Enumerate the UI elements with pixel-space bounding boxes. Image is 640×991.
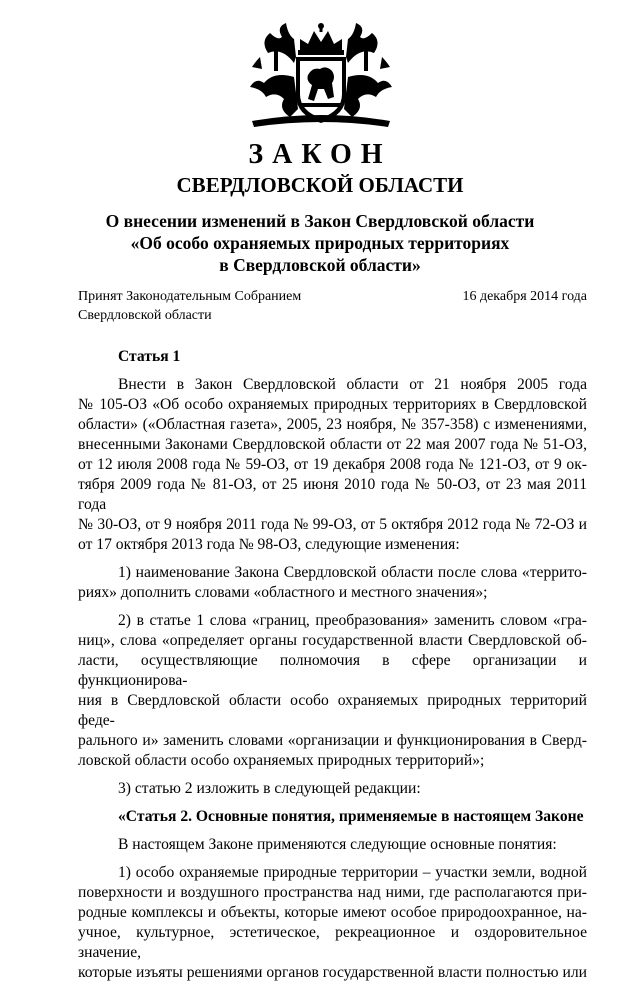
text-line: учное, культурное, эстетическое, рекреационное и оздоровительное значение, bbox=[78, 924, 587, 961]
text-line: поверхности и воздушного пространства над ними, где располагаются при- bbox=[78, 884, 587, 901]
text-line: области» («Областная газета», 2005, 23 ноября, № 357-358) с изменениями, bbox=[78, 416, 587, 433]
law-title: ЗАКОН bbox=[248, 139, 392, 170]
text-line: ния в Свердловской области особо охраняемых природных территорий феде- bbox=[78, 692, 587, 729]
adoption-body bbox=[78, 287, 338, 325]
text-line: от 12 июля 2008 года № 59-ОЗ, от 19 декабря 2008 года № 121-ОЗ, от 9 ок- bbox=[78, 456, 587, 473]
subject-line: в Свердловской области» bbox=[219, 255, 421, 275]
text-line: 1) наименование Закона Свердловской области после слова «террито- bbox=[118, 564, 587, 581]
article1-intro bbox=[78, 375, 587, 555]
text-line: которые изъяты решениями органов государственной власти полностью или bbox=[78, 964, 587, 981]
text-line: № 105-ОЗ «Об особо охраняемых природных территориях в Свердловской bbox=[78, 396, 587, 413]
adoption-line: Принят Законодательным Собранием bbox=[78, 289, 302, 304]
text-line: тября 2009 года № 81-ОЗ, от 25 июня 2010 года № 50-ОЗ, от 23 мая 2011 года bbox=[78, 476, 587, 513]
adoption-line: Свердловской области bbox=[78, 308, 212, 323]
article2-intro: В настоящем Законе применяются следующие основные понятия: bbox=[118, 836, 557, 853]
text-line: ласти, осуществляющие полномочия в сфере организации и функционирова- bbox=[78, 652, 587, 689]
text-line: ловской области особо охраняемых природных территорий»; bbox=[78, 752, 485, 769]
text-line: 1) особо охраняемые природные территории – участки земли, водной bbox=[118, 864, 587, 881]
text-line: от 17 октября 2013 года № 98-ОЗ, следующие изменения: bbox=[78, 536, 460, 553]
text-line: риях» дополнить словами «областного и местного значения»; bbox=[78, 584, 488, 601]
text-line: внесенными Законами Свердловской области от 22 мая 2007 года № 51-ОЗ, bbox=[78, 436, 587, 453]
law-region: СВЕРДЛОВСКОЙ ОБЛАСТИ bbox=[176, 173, 464, 197]
amendment-item-3: 3) статью 2 изложить в следующей редакции: bbox=[118, 780, 421, 797]
text-line: рального и» заменить словами «организации и функционирования в Сверд- bbox=[78, 732, 587, 749]
coat-of-arms-icon bbox=[238, 17, 404, 131]
law-body bbox=[78, 347, 587, 991]
adoption-date: 16 декабря 2014 года bbox=[462, 289, 587, 304]
subject-line: О внесении изменений в Закон Свердловской области bbox=[105, 211, 535, 231]
text-line: родные комплексы и объекты, которые имеют особое природоохранное, на- bbox=[78, 904, 587, 921]
text-line: 2) в статье 1 слова «границ, преобразования» заменить словом «гра- bbox=[118, 612, 587, 629]
amendment-item-1 bbox=[78, 563, 587, 603]
text-line: № 30-ОЗ, от 9 ноября 2011 года № 99-ОЗ, от 5 октября 2012 года № 72-ОЗ и bbox=[78, 516, 587, 533]
subject-line: «Об особо охраняемых природных территориях bbox=[130, 233, 510, 253]
definition-1 bbox=[78, 863, 587, 983]
amendment-item-2 bbox=[78, 611, 587, 771]
article2-heading: «Статья 2. Основные понятия, применяемые в настоящем Законе bbox=[118, 808, 584, 825]
article-heading: Статья 1 bbox=[118, 348, 181, 365]
text-line: ниц», слова «определяет органы государственной власти Свердловской об- bbox=[78, 632, 587, 649]
text-line: Внести в Закон Свердловской области от 21 ноября 2005 года bbox=[118, 376, 587, 393]
law-subject bbox=[0, 210, 640, 276]
